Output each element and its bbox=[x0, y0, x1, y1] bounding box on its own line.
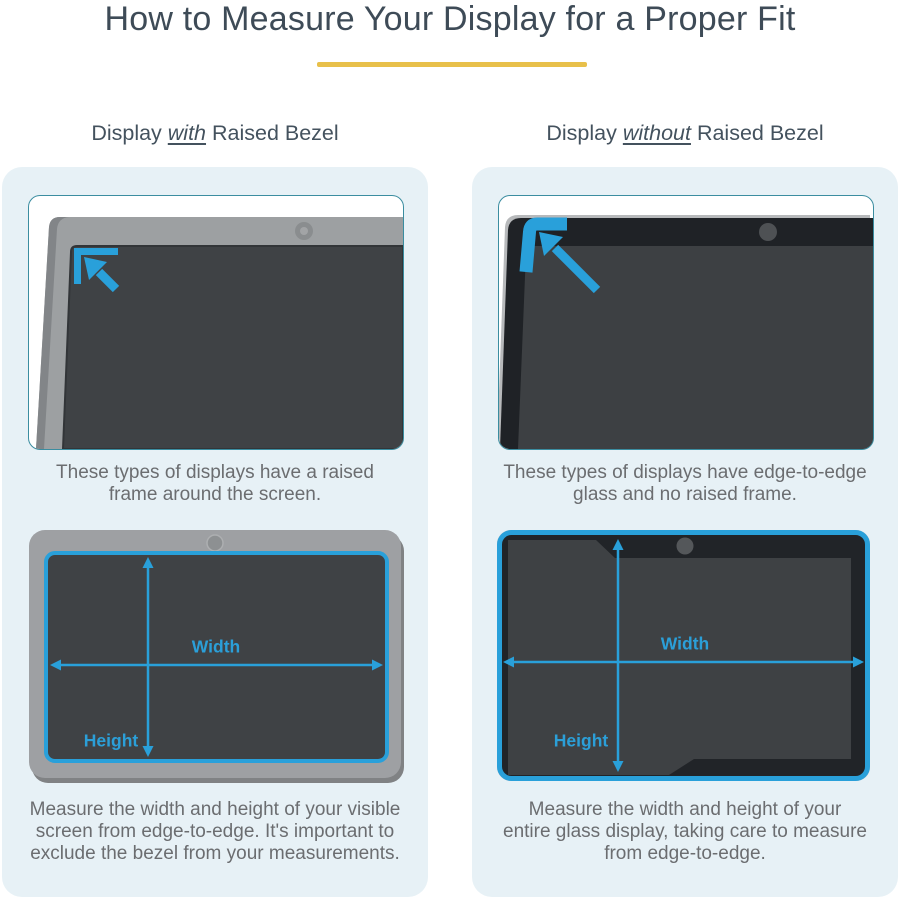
caption-line: Measure the width and height of your bbox=[528, 799, 842, 820]
corner-illustration-with-bezel bbox=[28, 195, 404, 450]
corner-illustration-svg bbox=[29, 196, 403, 449]
measure-illustration-without-bezel bbox=[497, 530, 870, 781]
title-underline-accent bbox=[317, 62, 587, 67]
screen-surface bbox=[518, 246, 873, 449]
camera-lens bbox=[300, 227, 308, 235]
camera-dot-icon bbox=[759, 223, 777, 241]
header-suffix: Raised Bezel bbox=[206, 121, 339, 145]
caption-raised-frame bbox=[2, 462, 428, 506]
corner-illustration-without-bezel bbox=[498, 195, 874, 450]
screen-surface bbox=[63, 246, 403, 449]
caption-line: These types of displays have a raised bbox=[56, 462, 374, 483]
caption-line: Measure the width and height of your visible bbox=[29, 799, 401, 820]
header-emphasis: without bbox=[622, 121, 691, 145]
width-label: Width bbox=[660, 633, 710, 654]
caption-line: entire glass display, taking care to measure bbox=[503, 821, 867, 843]
header-emphasis: with bbox=[167, 121, 207, 145]
caption-edge-to-edge bbox=[472, 462, 898, 506]
corner-illustration-svg bbox=[499, 196, 873, 449]
panel-without-bezel bbox=[472, 167, 898, 897]
caption-line: frame around the screen. bbox=[108, 484, 322, 506]
caption-measure-entire-glass bbox=[472, 799, 898, 865]
column-header-with-bezel bbox=[0, 121, 430, 146]
measure-illustration-with-bezel bbox=[29, 530, 404, 783]
caption-line: screen from edge-to-edge. It's important to bbox=[35, 821, 395, 843]
header-prefix: Display bbox=[546, 121, 623, 145]
height-label: Height bbox=[553, 730, 609, 751]
caption-line: exclude the bezel from your measurements. bbox=[30, 843, 400, 865]
camera-dot-icon bbox=[207, 535, 223, 551]
header-prefix: Display bbox=[91, 121, 168, 145]
width-label: Width bbox=[191, 636, 241, 657]
camera-dot-icon bbox=[677, 538, 694, 555]
height-label: Height bbox=[83, 730, 139, 751]
column-header-without-bezel bbox=[470, 121, 900, 146]
caption-measure-visible-screen bbox=[2, 799, 428, 865]
panel-with-bezel bbox=[2, 167, 428, 897]
caption-line: from edge-to-edge. bbox=[604, 843, 766, 865]
page-title: How to Measure Your Display for a Proper Fit bbox=[104, 0, 796, 38]
header-suffix: Raised Bezel bbox=[690, 121, 824, 145]
caption-line: These types of displays have edge-to-edge bbox=[503, 462, 867, 483]
caption-line: glass and no raised frame. bbox=[573, 484, 797, 506]
